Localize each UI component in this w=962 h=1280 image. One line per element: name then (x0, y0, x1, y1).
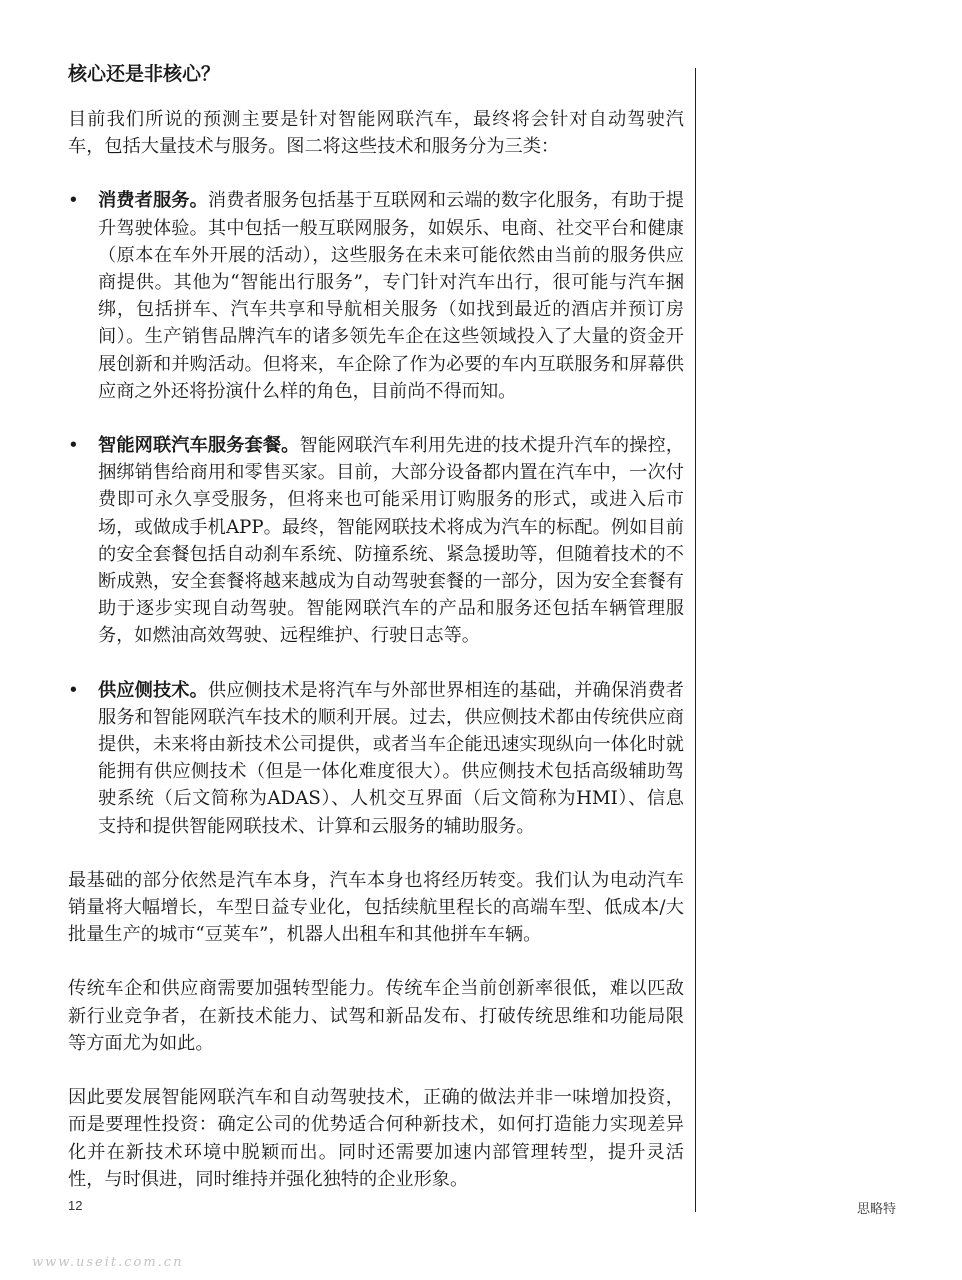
intro-paragraph: 目前我们所说的预测主要是针对智能网联汽车，最终将会针对自动驾驶汽车，包括大量技术与服务。图二将这些技术和服务分为三类： (68, 109, 684, 158)
bullet-list (68, 187, 684, 839)
bullet-icon: • (68, 190, 79, 212)
body-paragraph: 最基础的部分依然是汽车本身，汽车本身也将经历转变。我们认为电动汽车销量将大幅增长，车型日益专业化，包括续航里程长的高端车型、低成本/大批量生产的城市“豆荚车”，机器人出租车和其他拼车车辆。 (68, 869, 684, 946)
bullet-text: 消费者服务包括基于互联网和云端的数字化服务，有助于提升驾驶体验。其中包括一般互联网服务，如娱乐、电商、社交平台和健康（原本在车外开展的活动），这些服务在未来可能依然由当前的服务供应商提供。其他为“智能出行服务”，专门针对汽车出行，很可能与汽车捆绑，包括拼车、汽车共享和导航相关服务（如找到最近的酒店并预订房间）。生产销售品牌汽车的诸多领先车企在这些领域投入了大量的资金开展创新和并购活动。但将来，车企除了作为必要的车内互联服务和屏幕供应商之外还将扮演什么样的角色，目前尚不得而知。 (98, 190, 684, 402)
column-divider (695, 68, 696, 1212)
page-number: 12 (68, 1198, 83, 1213)
bullet-item-connected-car-packages (68, 432, 684, 650)
bullet-item-supply-side-tech (68, 677, 684, 840)
watermark: www.useit.com.cn (32, 1255, 184, 1270)
section-heading: 核心还是非核心？ (68, 63, 221, 85)
bullet-icon: • (68, 435, 79, 457)
body-paragraph: 传统车企和供应商需要加强转型能力。传统车企当前创新率很低，难以匹敌新行业竞争者，在新技术能力、试驾和新品发布、打破传统思维和功能局限等方面尤为如此。 (68, 978, 684, 1054)
brand-name: 思略特 (856, 1202, 896, 1217)
bullet-term: 智能网联汽车服务套餐。 (98, 435, 300, 457)
bullet-term: 消费者服务。 (98, 190, 208, 212)
bullet-item-consumer-services (68, 187, 684, 405)
body-paragraph: 因此要发展智能网联汽车和自动驾驶技术，正确的做法并非一味增加投资，而是要理性投资：确定公司的优势适合何种新技术，如何打造能力实现差异化并在新技术环境中脱颖而出。同时还需要加速内部管理转型，提升灵活性，与时俱进，同时维持并强化独特的企业形象。 (68, 1087, 684, 1190)
bullet-text: 供应侧技术是将汽车与外部世界相连的基础，并确保消费者服务和智能网联汽车技术的顺利开展。过去，供应侧技术都由传统供应商提供，未来将由新技术公司提供，或者当车企能迅速实现纵向一体化时就能拥有供应侧技术（但是一体化难度很大）。供应侧技术包括高级辅助驾驶系统（后文简称为ADAS）、人机交互界面（后文简称为HMI）、信息支持和提供智能网联技术、计算和云服务的辅助服务。 (98, 679, 684, 837)
bullet-icon: • (68, 679, 79, 701)
main-column (68, 58, 684, 1220)
bullet-term: 供应侧技术。 (98, 679, 208, 701)
bullet-text: 智能网联汽车利用先进的技术提升汽车的操控，捆绑销售给商用和零售买家。目前，大部分设备都内置在汽车中，一次付费即可永久享受服务，但将来也可能采用订购服务的形式，或进入后市场，或做成手机APP。最终，智能网联技术将成为汽车的标配。例如目前的安全套餐包括自动刹车系统、防撞系统、紧急援助等，但随着技术的不断成熟，安全套餐将越来越成为自动驾驶套餐的一部分，因为安全套餐有助于逐步实现自动驾驶。智能网联汽车的产品和服务还包括车辆管理服务，如燃油高效驾驶、远程维护、行驶日志等。 (98, 435, 684, 647)
